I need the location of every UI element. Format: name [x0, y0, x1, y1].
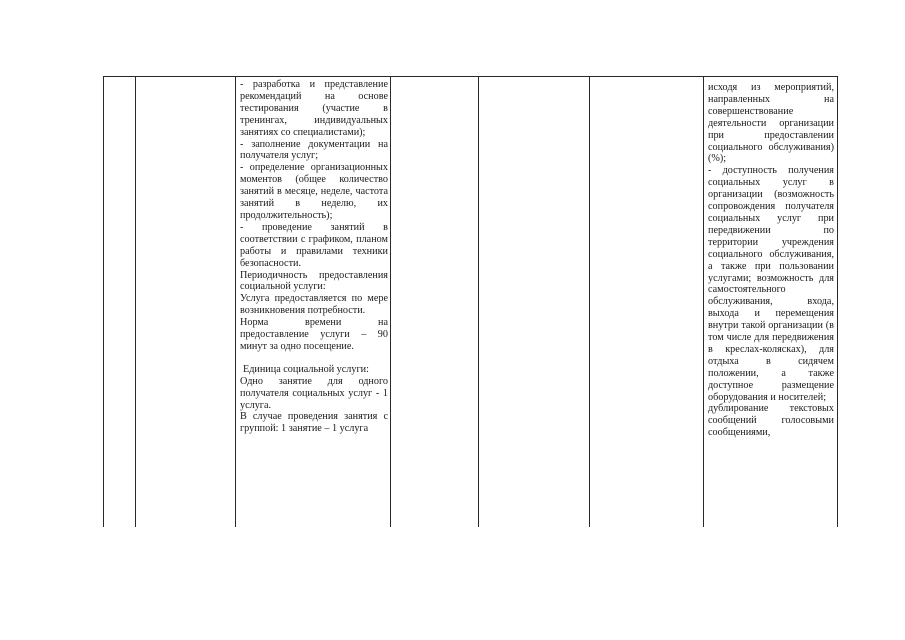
paragraph: Услуга предоставляется по мере возникновения потребности.	[240, 293, 388, 317]
column-divider	[589, 76, 590, 527]
paragraph: дублирование текстовых сообщений голосовыми сообщениями,	[708, 403, 834, 439]
column-divider	[135, 76, 136, 527]
paragraph: исходя из мероприятий, направленных на совершенствование деятельности организации при предоставлении социального обслуживания) (%);	[708, 82, 834, 165]
paragraph: - проведение занятий в соответствии с графиком, планом работы и правилами техники безопасности.	[240, 221, 388, 269]
paragraph: Периодичность предоставления социальной услуги:	[240, 269, 388, 293]
paragraph: - доступность получения социальных услуг в организации (возможность сопровождения получателя социальных услуг при передвижении по территории учреждения социального обслуживания, а также при пользовании услугами; возможность для самостоятельного обслуживания, входа, выхода и перемещения внутри такой организации (в том числе для передвижения в креслах-колясках), для отдыха в сидячем положении, а также доступное размещение оборудования и носителей;	[708, 165, 834, 403]
table-border-right	[837, 76, 838, 527]
paragraph: В случае проведения занятия с группой: 1 занятие – 1 услуга	[240, 411, 388, 435]
paragraph-spacer	[240, 353, 388, 364]
column-divider	[703, 76, 704, 527]
paragraph: Единица социальной услуги:	[243, 363, 369, 375]
table-border-top	[103, 76, 838, 77]
paragraph: Норма времени на предоставление услуги – 90 минут за одно посещение.	[240, 317, 388, 352]
document-table	[103, 76, 838, 527]
table-border-left	[103, 76, 104, 527]
paragraph: Одно занятие для одного получателя социальных услуг - 1 услуга.	[240, 375, 388, 411]
service-description-cell	[240, 79, 388, 435]
paragraph: - заполнение документации на получателя услуг;	[240, 138, 388, 162]
column-divider	[235, 76, 236, 527]
paragraph: - определение организационных моментов (общее количество занятий в месяце, неделе, частота занятий в неделю, их продолжительность);	[240, 162, 388, 221]
quality-indicators-cell	[708, 82, 834, 439]
column-divider	[478, 76, 479, 527]
column-divider	[390, 76, 391, 527]
paragraph: - разработка и представление рекомендаций на основе тестирования (участие в тренингах, индивидуальных занятиях со специалистами);	[240, 79, 388, 138]
